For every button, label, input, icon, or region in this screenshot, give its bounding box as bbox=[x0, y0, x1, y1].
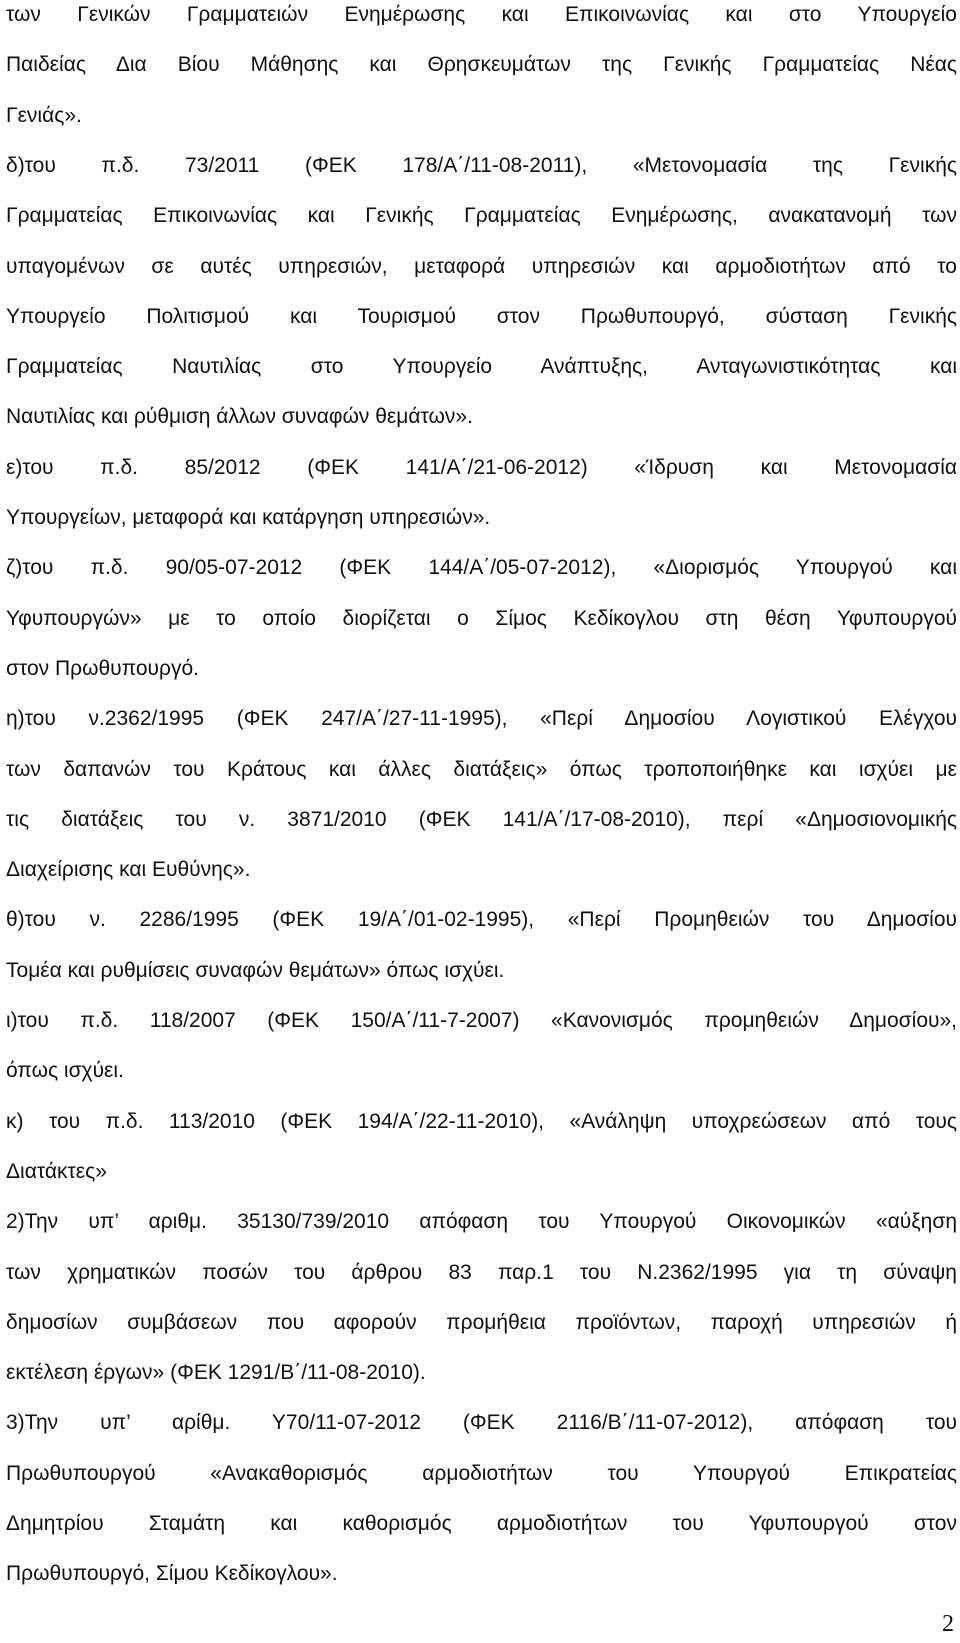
text-line: Ναυτιλίας και ρύθμιση άλλων συναφών θεμάτων». bbox=[6, 405, 473, 429]
text-line: Υπουργείο Πολιτισμού και Τουρισμού στον Πρωθυπουργό, σύσταση Γενικής bbox=[6, 304, 957, 328]
text-line: υπαγομένων σε αυτές υπηρεσιών, μεταφορά υπηρεσιών και αρμοδιοτήτων από το bbox=[6, 254, 957, 278]
text-line: Γραμματείας Ναυτιλίας στο Υπουργείο Ανάπτυξης, Ανταγωνιστικότητας και bbox=[6, 355, 957, 379]
text-line: των δαπανών του Κράτους και άλλες διατάξεις» όπως τροποποιήθηκε και ισχύει με bbox=[6, 757, 957, 781]
text-line: δ)του π.δ. 73/2011 (ΦΕΚ 178/Α΄/11-08-2011), «Μετονομασία της Γενικής bbox=[6, 153, 957, 177]
text-line: κ) του π.δ. 113/2010 (ΦΕΚ 194/Α΄/22-11-2010), «Ανάληψη υποχρεώσεων από τους bbox=[6, 1109, 957, 1133]
text-line: δημοσίων συμβάσεων που αφορούν προμήθεια προϊόντων, παροχή υπηρεσιών ή bbox=[6, 1310, 957, 1334]
text-line: θ)του ν. 2286/1995 (ΦΕΚ 19/Α΄/01-02-1995), «Περί Προμηθειών του Δημοσίου bbox=[6, 908, 957, 932]
text-line: Γραμματείας Επικοινωνίας και Γενικής Γραμματείας Ενημέρωσης, ανακατανομή των bbox=[6, 204, 957, 228]
text-line: 2)Την υπ’ αριθμ. 35130/739/2010 απόφαση του Υπουργού Οικονομικών «αύξηση bbox=[6, 1210, 957, 1234]
text-line: 3)Την υπ’ αρίθμ. Υ70/11-07-2012 (ΦΕΚ 2116/Β΄/11-07-2012), απόφαση του bbox=[6, 1411, 957, 1435]
text-line: ε)του π.δ. 85/2012 (ΦΕΚ 141/Α΄/21-06-2012) «Ίδρυση και Μετονομασία bbox=[6, 455, 957, 479]
page-number: 2 bbox=[942, 1611, 954, 1637]
text-line: των χρηματικών ποσών του άρθρου 83 παρ.1 του Ν.2362/1995 για τη σύναψη bbox=[6, 1260, 957, 1284]
text-line: ζ)του π.δ. 90/05-07-2012 (ΦΕΚ 144/Α΄/05-07-2012), «Διορισμός Υπουργού και bbox=[6, 556, 957, 580]
text-line: Υφυπουργών» με το οποίο διορίζεται ο Σίμος Κεδίκογλου στη θέση Υφυπουργού bbox=[6, 606, 957, 630]
text-line: Δημητρίου Σταμάτη και καθορισμός αρμοδιοτήτων του Υφυπουργού στον bbox=[6, 1512, 957, 1535]
text-line: Γενιάς». bbox=[6, 103, 82, 127]
text-line: Παιδείας Δια Βίου Μάθησης και Θρησκευμάτων της Γενικής Γραμματείας Νέας bbox=[6, 53, 957, 77]
text-line: Υπουργείων, μεταφορά και κατάργηση υπηρεσιών». bbox=[6, 506, 491, 529]
text-line: Διατάκτες» bbox=[6, 1159, 107, 1183]
text-line: στον Πρωθυπουργό. bbox=[6, 656, 199, 680]
text-line: όπως ισχύει. bbox=[6, 1059, 124, 1083]
text-line: Πρωθυπουργού «Ανακαθορισμός αρμοδιοτήτων του Υπουργού Επικρατείας bbox=[6, 1461, 957, 1485]
text-line: ι)του π.δ. 118/2007 (ΦΕΚ 150/Α΄/11-7-2007) «Κανονισμός προμηθειών Δημοσίου», bbox=[6, 1009, 957, 1032]
text-line: Πρωθυπουργό, Σίμου Κεδίκογλου». bbox=[6, 1562, 338, 1586]
text-line: τις διατάξεις του ν. 3871/2010 (ΦΕΚ 141/Α΄/17-08-2010), περί «Δημοσιονομικής bbox=[6, 807, 957, 831]
text-line: Τομέα και ρυθμίσεις συναφών θεμάτων» όπως ισχύει. bbox=[6, 958, 505, 982]
text-line: των Γενικών Γραμματειών Ενημέρωσης και Επικοινωνίας και στο Υπουργείο bbox=[6, 3, 957, 26]
text-line: η)του ν.2362/1995 (ΦΕΚ 247/Α΄/27-11-1995), «Περί Δημοσίου Λογιστικού Ελέγχου bbox=[6, 707, 957, 731]
text-line: εκτέλεση έργων» (ΦΕΚ 1291/Β΄/11-08-2010). bbox=[6, 1361, 426, 1385]
text-line: Διαχείρισης και Ευθύνης». bbox=[6, 858, 251, 882]
